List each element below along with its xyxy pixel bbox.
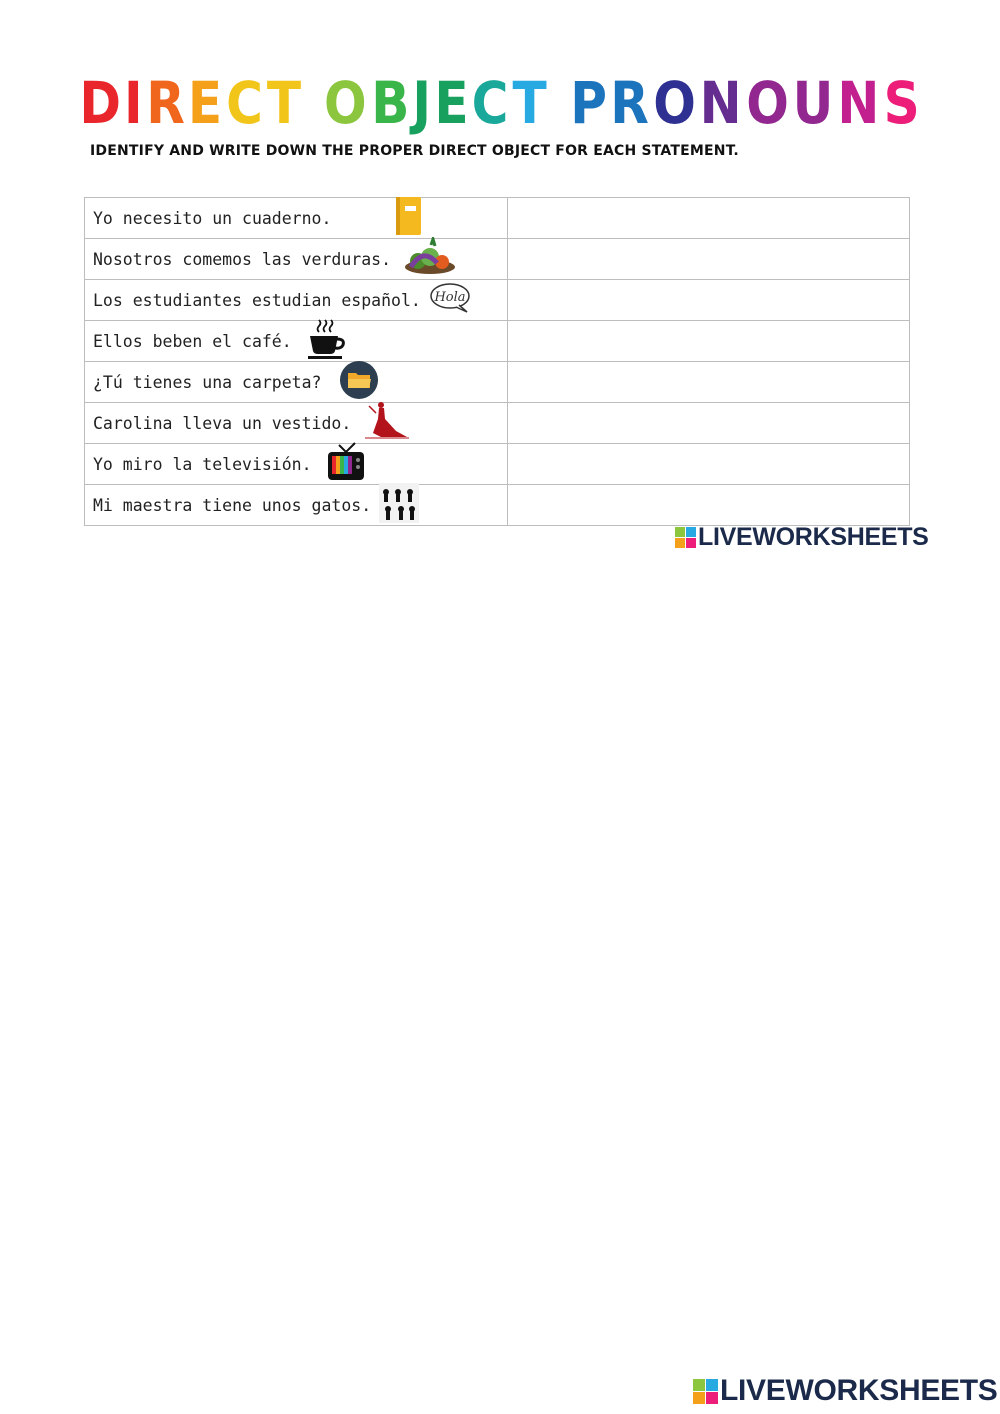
coffee-cup-icon bbox=[306, 318, 346, 364]
answer-input[interactable] bbox=[508, 363, 909, 401]
title-letter: S bbox=[883, 69, 921, 137]
television-icon bbox=[326, 442, 366, 486]
red-dress-icon bbox=[361, 401, 411, 445]
table-row bbox=[85, 485, 910, 526]
sentence-text: Ellos beben el café. bbox=[93, 331, 292, 351]
liveworksheets-footer-logo bbox=[693, 1374, 998, 1408]
sentence-text: Mi maestra tiene unos gatos. bbox=[93, 495, 372, 515]
table-row bbox=[85, 362, 910, 403]
sentence-text: Los estudiantes estudian español. bbox=[93, 290, 421, 310]
exercise-table bbox=[84, 197, 910, 526]
title-letter: E bbox=[434, 69, 470, 137]
answer-cell[interactable] bbox=[508, 280, 910, 321]
table-row bbox=[85, 403, 910, 444]
title-letter: J bbox=[412, 69, 433, 137]
liveworksheets-logo-icon bbox=[693, 1379, 718, 1404]
sentence-text: Yo miro la televisión. bbox=[93, 454, 312, 474]
title-letter: O bbox=[653, 69, 697, 137]
title-letter: B bbox=[371, 69, 411, 137]
answer-cell[interactable] bbox=[508, 198, 910, 239]
table-row bbox=[85, 444, 910, 485]
answer-input[interactable] bbox=[508, 199, 909, 237]
sentence-cell bbox=[85, 485, 508, 526]
table-row bbox=[85, 239, 910, 280]
sentence-text: Nosotros comemos las verduras. bbox=[93, 249, 392, 269]
answer-cell[interactable] bbox=[508, 239, 910, 280]
answer-input[interactable] bbox=[508, 322, 909, 360]
sentence-cell bbox=[85, 239, 508, 280]
title-letter: O bbox=[746, 69, 790, 137]
answer-cell[interactable] bbox=[508, 444, 910, 485]
title-letter: R bbox=[610, 69, 651, 137]
hola-speech-bubble-icon bbox=[429, 282, 471, 318]
hola-text: Hola bbox=[434, 290, 466, 305]
title-letter: E bbox=[188, 69, 224, 137]
title-space bbox=[304, 68, 322, 138]
answer-input[interactable] bbox=[508, 281, 909, 319]
title-letter: T bbox=[512, 69, 548, 137]
cats-icon bbox=[379, 483, 419, 527]
brand-name: LIVEWORKSHEETS bbox=[720, 1374, 998, 1407]
table-row bbox=[85, 198, 910, 239]
answer-cell[interactable] bbox=[508, 321, 910, 362]
sentence-cell bbox=[85, 362, 508, 403]
answer-input[interactable] bbox=[508, 445, 909, 483]
sentence-text: ¿Tú tienes una carpeta? bbox=[93, 372, 322, 392]
sentence-cell bbox=[85, 280, 508, 321]
sentence-cell bbox=[85, 444, 508, 485]
instruction-text: IDENTIFY AND WRITE DOWN THE PROPER DIRECT OBJECT FOR EACH STATEMENT. bbox=[90, 143, 739, 159]
title-letter: I bbox=[124, 69, 145, 137]
brand-name: LIVEWORKSHEETS bbox=[698, 523, 929, 551]
title-space bbox=[550, 68, 568, 138]
title-letter: T bbox=[266, 69, 303, 137]
answer-cell[interactable] bbox=[508, 403, 910, 444]
table-row bbox=[85, 280, 910, 321]
title-letter: C bbox=[226, 69, 265, 137]
answer-input[interactable] bbox=[508, 486, 909, 524]
liveworksheets-logo-icon bbox=[675, 527, 696, 548]
title-letter: P bbox=[570, 69, 608, 137]
table-row bbox=[85, 321, 910, 362]
sentence-cell bbox=[85, 403, 508, 444]
title-letter: O bbox=[324, 69, 369, 137]
title-letter: R bbox=[146, 69, 186, 137]
sentence-text: Carolina lleva un vestido. bbox=[93, 413, 352, 433]
title-letter: U bbox=[792, 69, 835, 137]
answer-cell[interactable] bbox=[508, 485, 910, 526]
worksheet-title bbox=[0, 68, 1000, 138]
answer-cell[interactable] bbox=[508, 362, 910, 403]
title-letter: C bbox=[472, 69, 510, 137]
vegetables-icon bbox=[403, 237, 457, 281]
sentence-cell bbox=[85, 198, 508, 239]
sentence-cell bbox=[85, 321, 508, 362]
sentence-text: Yo necesito un cuaderno. bbox=[93, 208, 332, 228]
answer-input[interactable] bbox=[508, 404, 909, 442]
title-letter: N bbox=[837, 69, 881, 137]
notebook-icon bbox=[393, 196, 423, 240]
title-letter: N bbox=[700, 69, 743, 137]
liveworksheets-logo bbox=[675, 523, 929, 552]
answer-input[interactable] bbox=[508, 240, 909, 278]
folder-icon bbox=[339, 360, 379, 404]
title-letter: D bbox=[79, 69, 123, 137]
